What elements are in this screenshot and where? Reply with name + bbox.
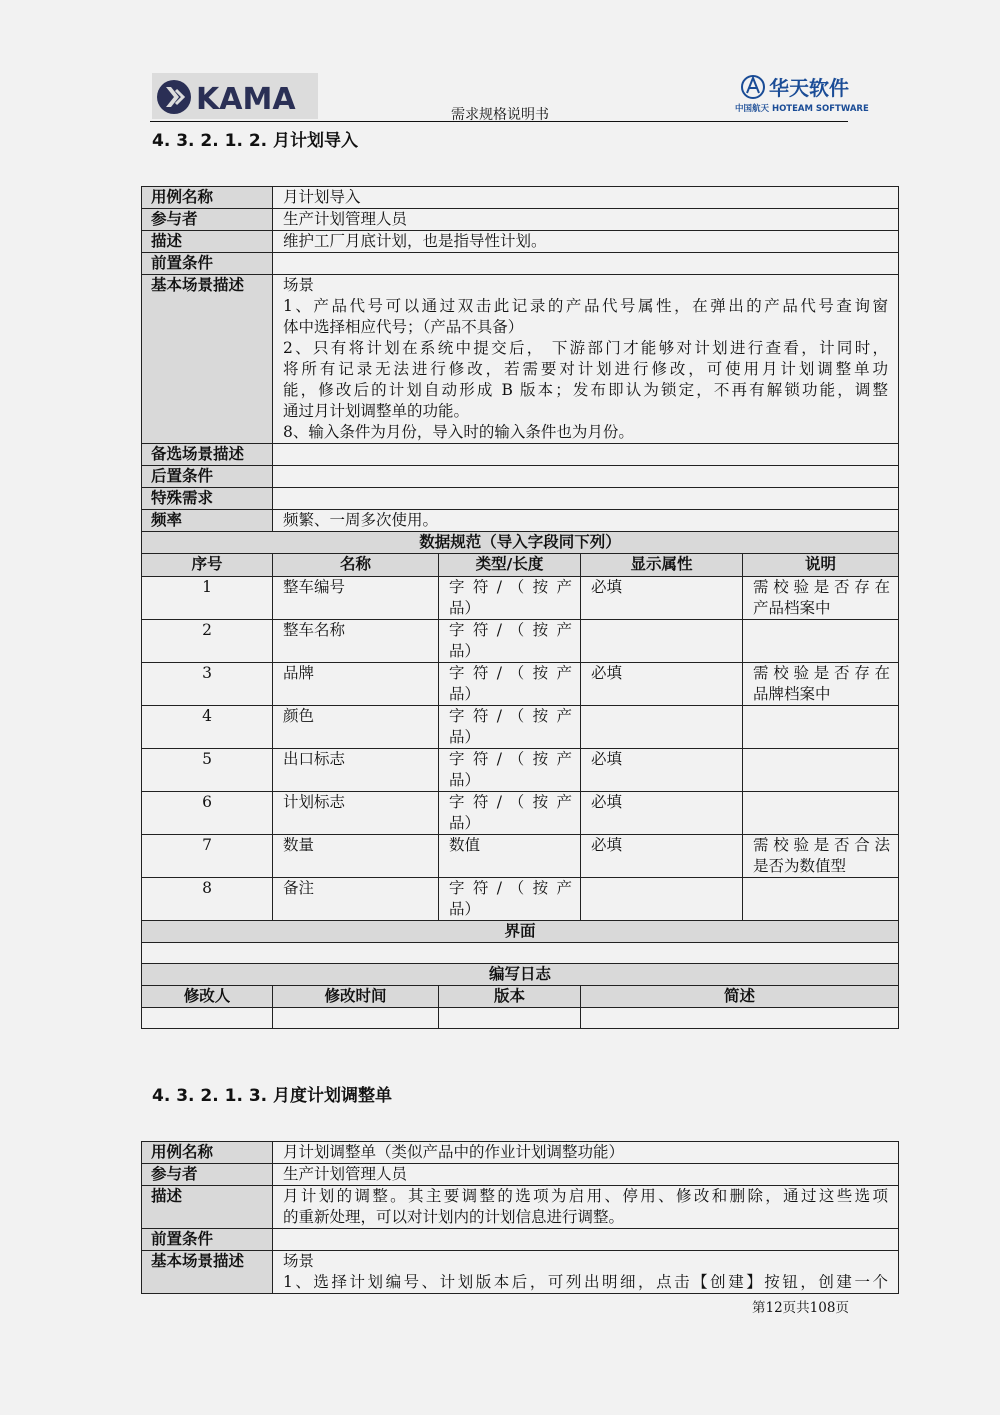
label-description: 描述: [142, 231, 273, 253]
field-type-line: 品）: [449, 599, 481, 617]
field-type-line: 字 符 / （ 按 产: [449, 664, 572, 682]
field-display-attr: 必填: [581, 663, 743, 706]
col-header-no: 序号: [142, 554, 273, 577]
field-row: [142, 749, 899, 792]
field-name: 品牌: [273, 663, 439, 706]
row-description: [142, 231, 899, 253]
data-spec-title: 数据规范（导入字段同下列）: [142, 532, 899, 554]
field-note: [743, 792, 899, 835]
field-row: [142, 620, 899, 663]
field-row: [142, 792, 899, 835]
label-alt-scenario: 备选场景描述: [142, 444, 273, 466]
value-usecase-name: 月计划导入: [273, 187, 899, 209]
log-table-header: [142, 986, 899, 1008]
field-display-attr: [581, 878, 743, 921]
field-row: [142, 663, 899, 706]
log-col-time: 修改时间: [273, 986, 439, 1008]
field-note: [743, 577, 899, 620]
field-note: [743, 620, 899, 663]
field-row: [142, 835, 899, 878]
log-cell: [581, 1008, 899, 1029]
row-log-title: [142, 964, 899, 986]
field-note-line: 需校验是否合法: [753, 836, 891, 854]
field-type: [439, 706, 581, 749]
row-precondition: [142, 1229, 899, 1251]
label-basic-scenario: 基本场景描述: [142, 275, 273, 444]
value-alt-scenario: [273, 444, 899, 466]
scenario-line: 场景: [283, 276, 315, 294]
field-display-attr: 必填: [581, 835, 743, 878]
field-display-attr: 必填: [581, 792, 743, 835]
col-header-name: 名称: [273, 554, 439, 577]
field-type-line: 字 符 / （ 按 产: [449, 750, 572, 768]
row-actor: [142, 1164, 899, 1186]
field-note: [743, 663, 899, 706]
row-basic-scenario: [142, 275, 899, 444]
value-basic-scenario: [273, 1251, 899, 1294]
description-line: 的重新处理，可以对计划内的计划信息进行调整。: [283, 1208, 625, 1226]
col-header-display: 显示属性: [581, 554, 743, 577]
field-name: 备注: [273, 878, 439, 921]
field-name: 整车名称: [273, 620, 439, 663]
svg-text:华天软件: 华天软件: [769, 76, 849, 100]
field-type: [439, 577, 581, 620]
scenario-line: 能，修改后的计划自动形成 B 版本；发布即认为锁定，不再有解锁功能，调整: [283, 381, 889, 399]
value-description: 维护工厂月底计划，也是指导性计划。: [273, 231, 899, 253]
hoteam-logo: [735, 72, 869, 116]
field-note-line: 需校验是否存在: [753, 664, 891, 682]
field-row: [142, 878, 899, 921]
row-precondition: [142, 253, 899, 275]
value-precondition: [273, 253, 899, 275]
svg-text:中国航天 HOTEAM SOFTWARE: 中国航天 HOTEAM SOFTWARE: [735, 104, 869, 114]
field-note-line: 产品档案中: [753, 599, 831, 617]
log-col-summary: 简述: [581, 986, 899, 1008]
value-postcondition: [273, 466, 899, 488]
label-actor: 参与者: [142, 1164, 273, 1186]
field-name: 出口标志: [273, 749, 439, 792]
value-description: [273, 1186, 899, 1229]
field-type-line: 品）: [449, 771, 481, 789]
field-note: [743, 706, 899, 749]
document-header-title: 需求规格说明书: [451, 107, 549, 123]
field-note: [743, 749, 899, 792]
row-usecase-name: [142, 1142, 899, 1164]
field-row: [142, 577, 899, 620]
row-description: [142, 1186, 899, 1229]
field-type-line: 品）: [449, 642, 481, 660]
label-basic-scenario: 基本场景描述: [142, 1251, 273, 1294]
label-precondition: 前置条件: [142, 253, 273, 275]
label-description: 描述: [142, 1186, 273, 1229]
field-name: 计划标志: [273, 792, 439, 835]
log-cell: [273, 1008, 439, 1029]
hoteam-logo-icon: [735, 72, 869, 116]
field-no: 7: [142, 835, 273, 878]
usecase-table-monthly-plan-adjust: [141, 1141, 899, 1294]
col-header-note: 说明: [743, 554, 899, 577]
field-type: [439, 792, 581, 835]
field-type-line: 字 符 / （ 按 产: [449, 707, 572, 725]
scenario-line: 2、只有将计划在系统中提交后， 下游部门才能够对计划进行查看，计同时，: [283, 339, 889, 357]
field-type-line: 字 符 / （ 按 产: [449, 578, 572, 596]
label-frequency: 频率: [142, 510, 273, 532]
ui-title: 界面: [142, 921, 899, 943]
log-row-empty: [142, 1008, 899, 1029]
field-type-line: 品）: [449, 814, 481, 832]
row-ui-title: [142, 921, 899, 943]
value-actor: 生产计划管理人员: [273, 209, 899, 231]
field-type: [439, 620, 581, 663]
value-actor: 生产计划管理人员: [273, 1164, 899, 1186]
field-no: 3: [142, 663, 273, 706]
field-type-line: 数值: [449, 836, 481, 854]
log-cell: [439, 1008, 581, 1029]
col-header-type: 类型/长度: [439, 554, 581, 577]
field-no: 6: [142, 792, 273, 835]
section-heading-monthly-plan-import: 4. 3. 2. 1. 2. 月计划导入: [152, 131, 359, 151]
usecase-table-monthly-plan-import: [141, 186, 899, 1029]
field-display-attr: [581, 620, 743, 663]
field-note-line: 是否为数值型: [753, 857, 847, 875]
field-name: 数量: [273, 835, 439, 878]
row-ui-content: [142, 943, 899, 964]
log-col-version: 版本: [439, 986, 581, 1008]
field-type: [439, 663, 581, 706]
value-usecase-name: 月计划调整单（类似产品中的作业计划调整功能）: [273, 1142, 899, 1164]
ui-content: [142, 943, 899, 964]
field-display-attr: [581, 706, 743, 749]
label-usecase-name: 用例名称: [142, 187, 273, 209]
field-note-line: 需校验是否存在: [753, 578, 891, 596]
field-name: 整车编号: [273, 577, 439, 620]
field-type-line: 品）: [449, 685, 481, 703]
value-precondition: [273, 1229, 899, 1251]
field-row: [142, 706, 899, 749]
field-type-line: 字 符 / （ 按 产: [449, 621, 572, 639]
scenario-line: 8、输入条件为月份，导入时的输入条件也为月份。: [283, 423, 634, 441]
field-no: 8: [142, 878, 273, 921]
field-table-header: [142, 554, 899, 577]
field-note-line: 品牌档案中: [753, 685, 831, 703]
row-frequency: [142, 510, 899, 532]
row-alt-scenario: [142, 444, 899, 466]
field-type: [439, 835, 581, 878]
svg-text:KAMA: KAMA: [196, 82, 296, 117]
row-usecase-name: [142, 187, 899, 209]
field-no: 4: [142, 706, 273, 749]
scenario-line: 1、产品代号可以通过双击此记录的产品代号属性，在弹出的产品代号查询窗: [283, 297, 889, 315]
field-display-attr: 必填: [581, 577, 743, 620]
field-no: 2: [142, 620, 273, 663]
description-line: 月计划的调整。其主要调整的选项为启用、停用、修改和删除，通过这些选项: [283, 1187, 888, 1205]
scenario-line: 通过月计划调整单的功能。: [283, 402, 470, 420]
field-name: 颜色: [273, 706, 439, 749]
field-type: [439, 878, 581, 921]
label-actor: 参与者: [142, 209, 273, 231]
header-rule: [150, 121, 848, 122]
row-data-spec-title: [142, 532, 899, 554]
row-postcondition: [142, 466, 899, 488]
field-note: [743, 878, 899, 921]
field-note: [743, 835, 899, 878]
section-heading-monthly-plan-adjust: 4. 3. 2. 1. 3. 月度计划调整单: [152, 1086, 393, 1106]
row-basic-scenario: [142, 1251, 899, 1294]
label-precondition: 前置条件: [142, 1229, 273, 1251]
scenario-line: 场景: [283, 1252, 315, 1270]
field-type-line: 品）: [449, 728, 481, 746]
label-postcondition: 后置条件: [142, 466, 273, 488]
label-special-req: 特殊需求: [142, 488, 273, 510]
value-special-req: [273, 488, 899, 510]
field-type-line: 品）: [449, 900, 481, 918]
field-type-line: 字 符 / （ 按 产: [449, 793, 572, 811]
log-col-modifier: 修改人: [142, 986, 273, 1008]
log-title: 编写日志: [142, 964, 899, 986]
value-basic-scenario: [273, 275, 899, 444]
row-special-req: [142, 488, 899, 510]
label-usecase-name: 用例名称: [142, 1142, 273, 1164]
field-type: [439, 749, 581, 792]
value-frequency: 频繁、一周多次使用。: [273, 510, 899, 532]
log-cell: [142, 1008, 273, 1029]
field-display-attr: 必填: [581, 749, 743, 792]
field-no: 1: [142, 577, 273, 620]
page-number: 第12页共108页: [752, 1300, 849, 1316]
field-no: 5: [142, 749, 273, 792]
row-actor: [142, 209, 899, 231]
scenario-line: 1、选择计划编号、计划版本后，可列出明细，点击【创建】按钮，创建一个: [283, 1273, 888, 1291]
scenario-line: 将所有记录无法进行修改，若需要对计划进行修改，可使用月计划调整单功: [283, 360, 889, 378]
field-type-line: 字 符 / （ 按 产: [449, 879, 572, 897]
scenario-line: 体中选择相应代号；（产品不具备）: [283, 318, 524, 336]
